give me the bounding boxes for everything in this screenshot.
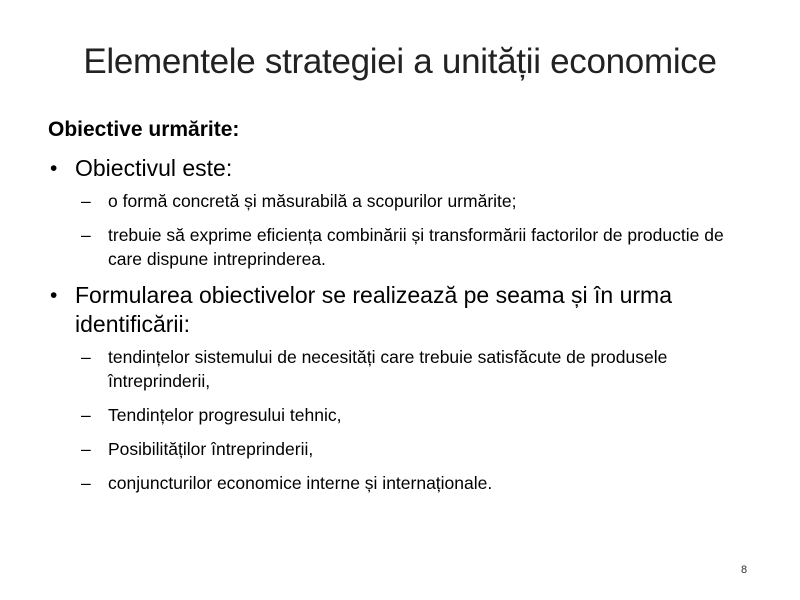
bullet-text: Formularea obiectivelor se realizează pe seama și în urma identificării: bbox=[75, 282, 672, 337]
sub-item-text: trebuie să exprime eficiența combinării și transformării factorilor de productie de care dispune intreprinderea. bbox=[108, 225, 724, 269]
sub-item-text: o formă concretă și măsurabilă a scopurilor urmărite; bbox=[108, 191, 517, 211]
dash-icon: – bbox=[81, 473, 91, 493]
sub-item-text: tendințelor sistemului de necesități care trebuie satisfăcute de produsele întreprinderii, bbox=[108, 347, 668, 391]
sub-item bbox=[48, 223, 758, 271]
sub-item bbox=[48, 189, 758, 213]
bullet-icon: • bbox=[50, 157, 58, 180]
dash-icon: – bbox=[81, 439, 91, 459]
dash-icon: – bbox=[81, 191, 91, 211]
bullet-item-obiectivul bbox=[48, 154, 758, 183]
sub-list bbox=[48, 345, 758, 495]
sub-item bbox=[48, 403, 758, 427]
bullet-text: Obiectivul este: bbox=[75, 155, 233, 181]
page-number: 8 bbox=[741, 564, 748, 576]
sub-item bbox=[48, 437, 758, 461]
bullet-item-formularea bbox=[48, 281, 758, 339]
bullet-icon: • bbox=[50, 284, 58, 307]
sub-item-text: conjuncturilor economice interne și internaționale. bbox=[108, 473, 493, 493]
dash-icon: – bbox=[81, 225, 91, 245]
sub-item bbox=[48, 345, 758, 393]
dash-icon: – bbox=[81, 347, 91, 367]
sub-list bbox=[48, 189, 758, 271]
sub-item-text: Posibilităților întreprinderii, bbox=[108, 439, 314, 459]
slide-title: Elementele strategiei a unității economice bbox=[83, 42, 717, 81]
dash-icon: – bbox=[81, 405, 91, 425]
subheading: Obiective urmărite: bbox=[48, 118, 240, 141]
sub-item bbox=[48, 471, 758, 495]
slide-body bbox=[48, 116, 758, 505]
sub-item-text: Tendințelor progresului tehnic, bbox=[108, 405, 342, 425]
